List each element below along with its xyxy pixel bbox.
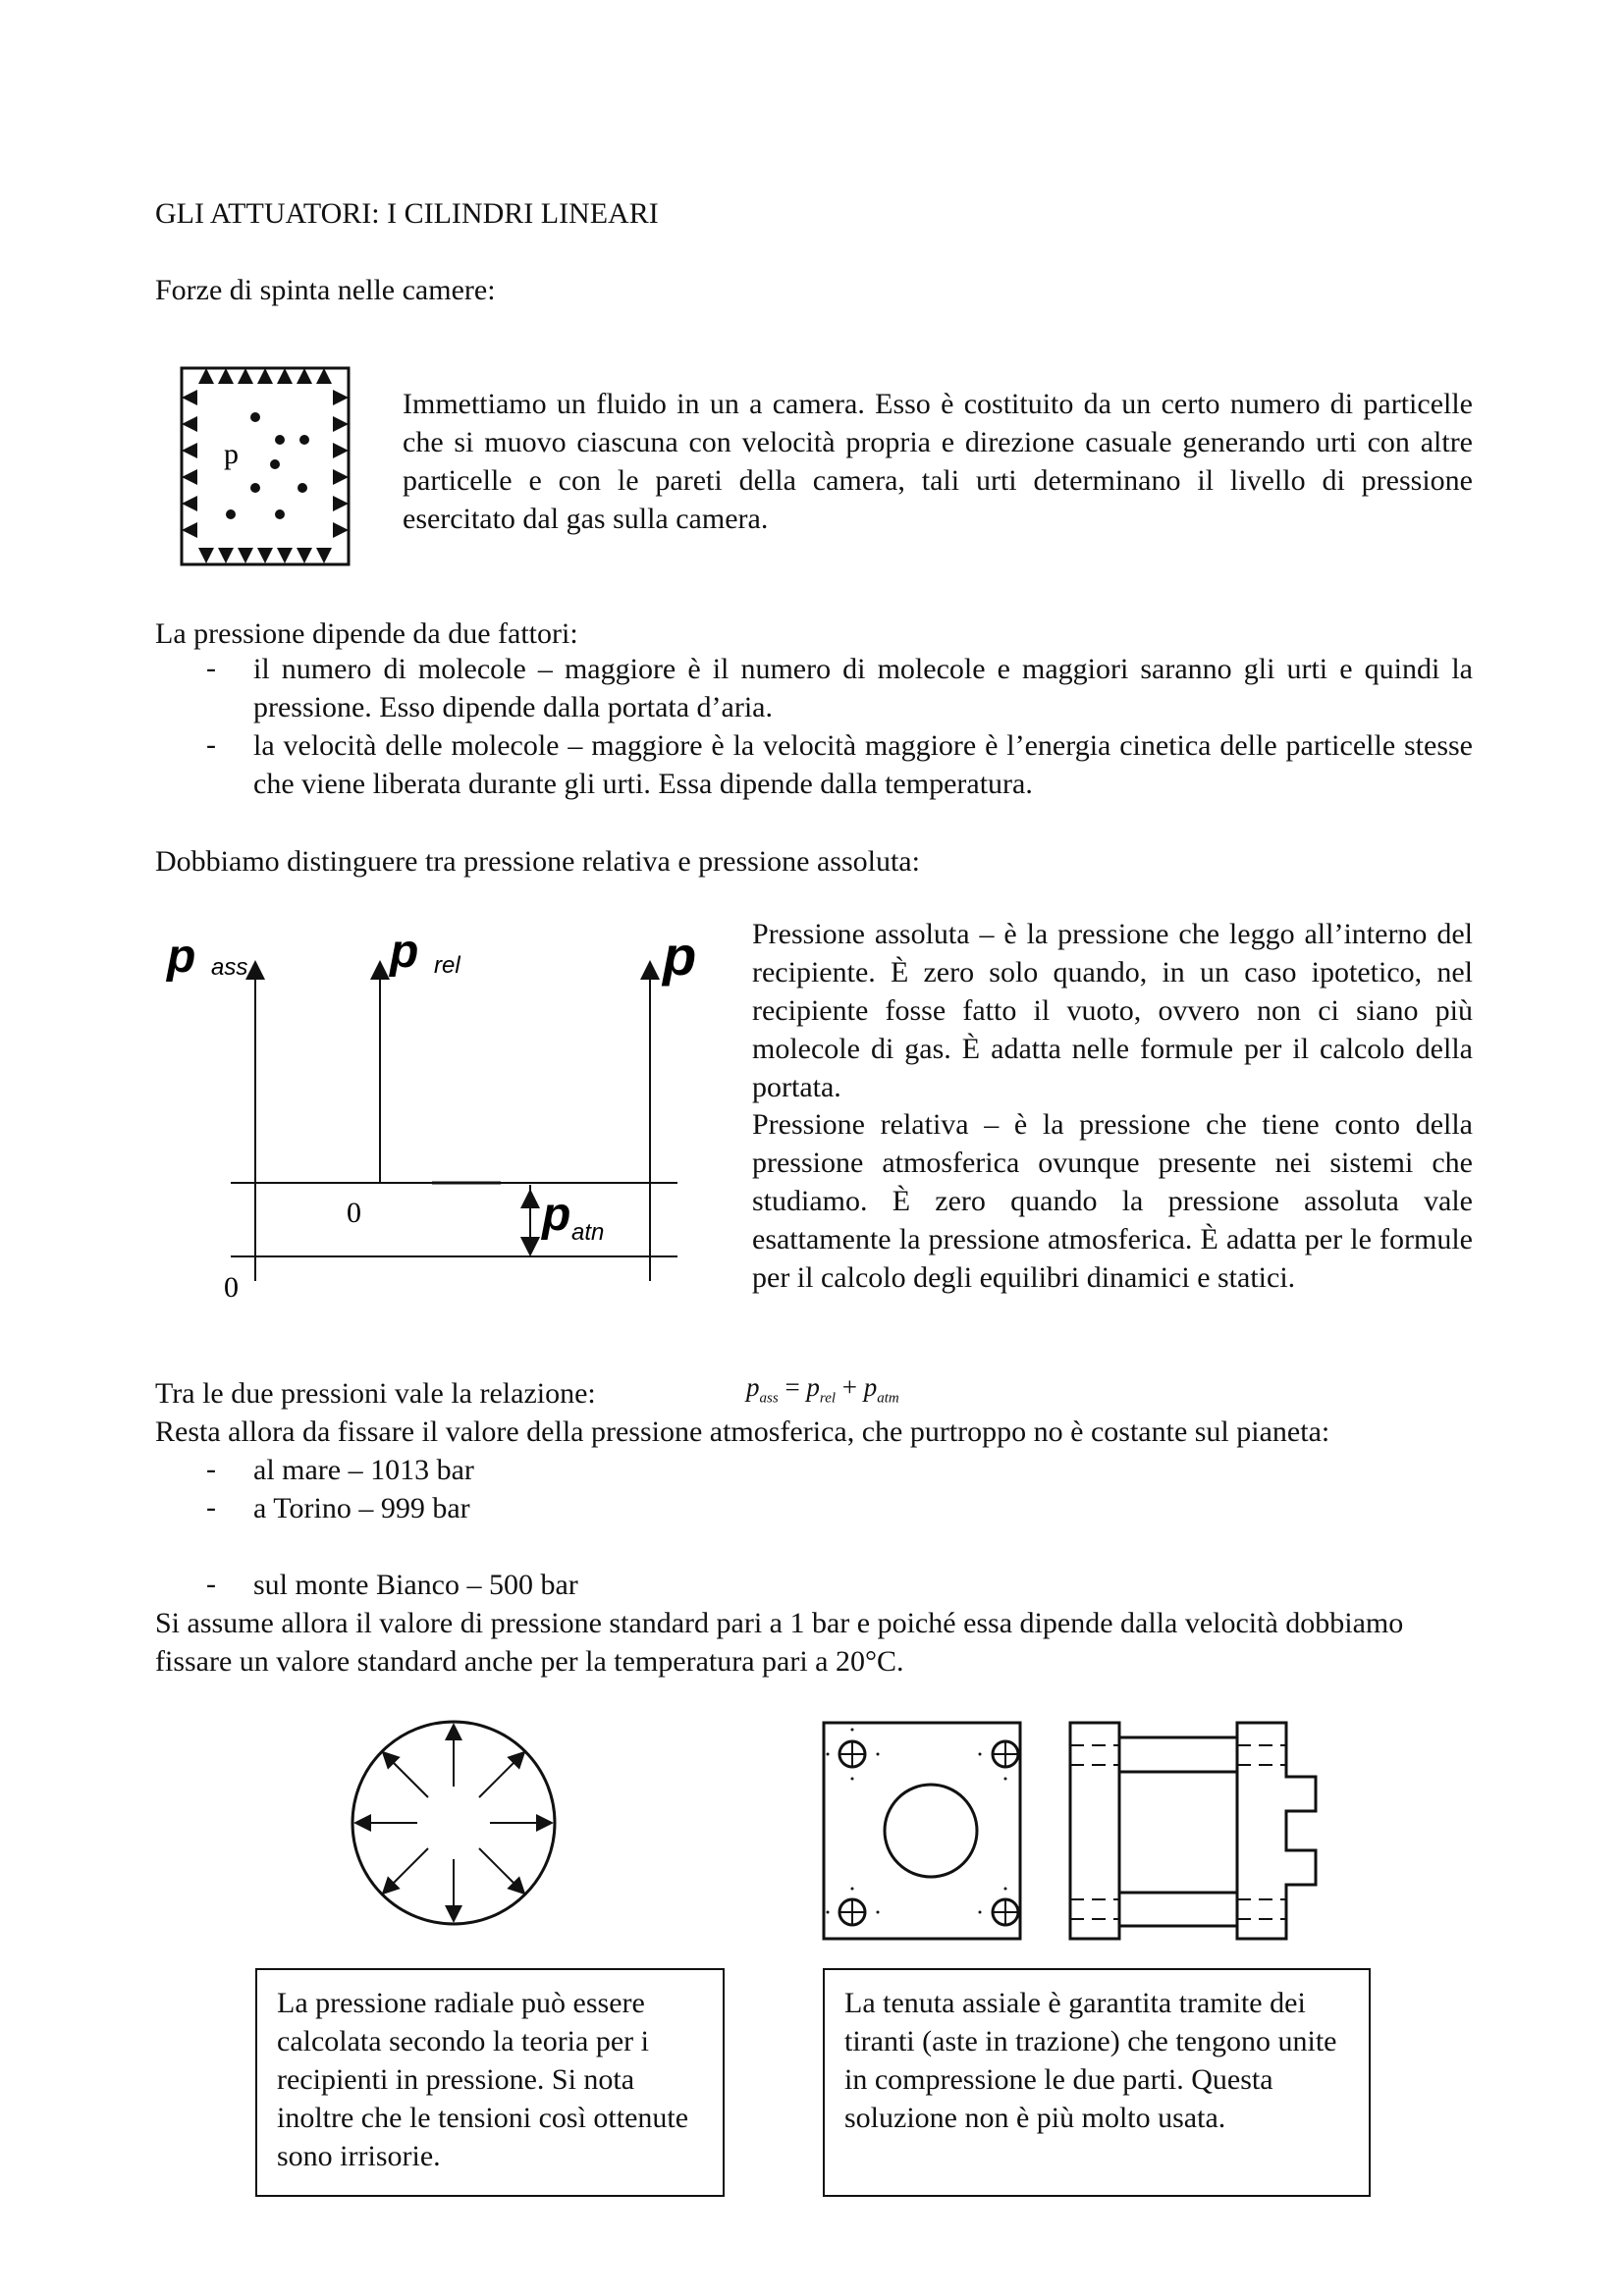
p-atn-symbol: p [542, 1189, 571, 1241]
bullet-dash: - [206, 1491, 216, 1523]
formula-plus: + [841, 1372, 858, 1402]
p-symbol: p [663, 925, 697, 987]
chamber-description: Immettiamo un fluido in un a camera. Esso è costituito da un certo numero di particelle che si muovo ciascuna con velocità propria e direzione casuale generando urti con altre particelle e con le pareti della camera, tali urti determinano il livello di pressione esercitato dal gas sulla camera. [403, 388, 1473, 535]
atm-item-torino: a Torino – 999 bar [253, 1492, 470, 1524]
p-ass-subscript: ass [211, 954, 248, 981]
factor-item-velocity: la velocità delle molecole – maggiore è la velocità maggiore è l’energia cinetica delle particelle stesse che viene liberata durante gli urti. Essa dipende dalla temperatura. [253, 729, 1473, 800]
atmospheric-intro: Resta allora da fissare il valore della pressione atmosferica, che purtroppo no è costante sul pianeta: [155, 1415, 1330, 1448]
formula-p: p [746, 1372, 760, 1402]
p-ass-symbol: p [167, 931, 196, 983]
radial-pressure-note: La pressione radiale può essere calcolata secondo la teoria per i recipienti in pressione. Si nota inoltre che le tensioni così ottenute sono irrisorie. [255, 1968, 725, 2197]
section-subtitle: Forze di spinta nelle camere: [155, 274, 496, 306]
relation-text: Tra le due pressioni vale la relazione: [155, 1377, 596, 1410]
bullet-dash: - [206, 728, 216, 761]
axial-seal-note: La tenuta assiale è garantita tramite dei tiranti (aste in trazione) che tengono unite in compressione le due parti. Questa soluzione non è più molto usata. [823, 1968, 1371, 2197]
cylinder-tie-rod-drawing [815, 1718, 1325, 1944]
distinguish-heading: Dobbiamo distinguere tra pressione relativa e pressione assoluta: [155, 845, 920, 878]
atm-item-monte-bianco: sul monte Bianco – 500 bar [253, 1569, 578, 1601]
chamber-pressure-label: p [224, 438, 239, 470]
chamber-diagram [167, 353, 363, 574]
relation-formula [746, 1372, 899, 1407]
atm-item-sea: al mare – 1013 bar [253, 1454, 474, 1486]
pressure-diagram [157, 918, 707, 1310]
zero-relative: 0 [347, 1197, 361, 1229]
bullet-dash: - [206, 652, 216, 684]
formula-sub-atm: atm [877, 1390, 899, 1407]
formula-sub-ass: ass [759, 1390, 779, 1407]
page-title: GLI ATTUATORI: I CILINDRI LINEARI [155, 197, 659, 230]
formula-sub-rel: rel [819, 1390, 837, 1407]
standard-note: Si assume allora il valore di pressione standard pari a 1 bar e poiché essa dipende dalla velocità dobbiamo fissare un valore standard anche per la temperatura pari a 20°C. [155, 1607, 1404, 1678]
formula-p: p [806, 1372, 820, 1402]
p-rel-symbol: p [390, 926, 419, 978]
factors-intro: La pressione dipende da due fattori: [155, 617, 578, 650]
p-atn-subscript: atn [571, 1219, 605, 1246]
formula-p: p [863, 1372, 878, 1402]
bullet-dash: - [206, 1453, 216, 1485]
factor-item-molecules: il numero di molecole – maggiore è il numero di molecole e maggiori saranno gli urti e quindi la pressione. Esso dipende dalla portata d’aria. [253, 653, 1473, 723]
p-rel-subscript: rel [434, 952, 460, 979]
formula-equals: = [784, 1372, 800, 1402]
bullet-dash: - [206, 1568, 216, 1600]
relative-pressure-definition: Pressione relativa – è la pressione che tiene conto della pressione atmosferica ovunque presente nei sistemi che studiamo. È zero quando la pressione assoluta vale esattamente la pressione atmosferica. È adatta per le formule per il calcolo degli equilibri dinamici e statici. [752, 1108, 1473, 1294]
zero-absolute: 0 [224, 1271, 239, 1304]
absolute-pressure-definition: Pressione assoluta – è la pressione che leggo all’interno del recipiente. È zero solo quando, in un caso ipotetico, nel recipiente fosse fatto il vuoto, ovvero non ci siano più molecole di gas. È adatta nelle formule per il calcolo della portata. [752, 918, 1473, 1103]
radial-pressure-diagram [344, 1713, 565, 1934]
